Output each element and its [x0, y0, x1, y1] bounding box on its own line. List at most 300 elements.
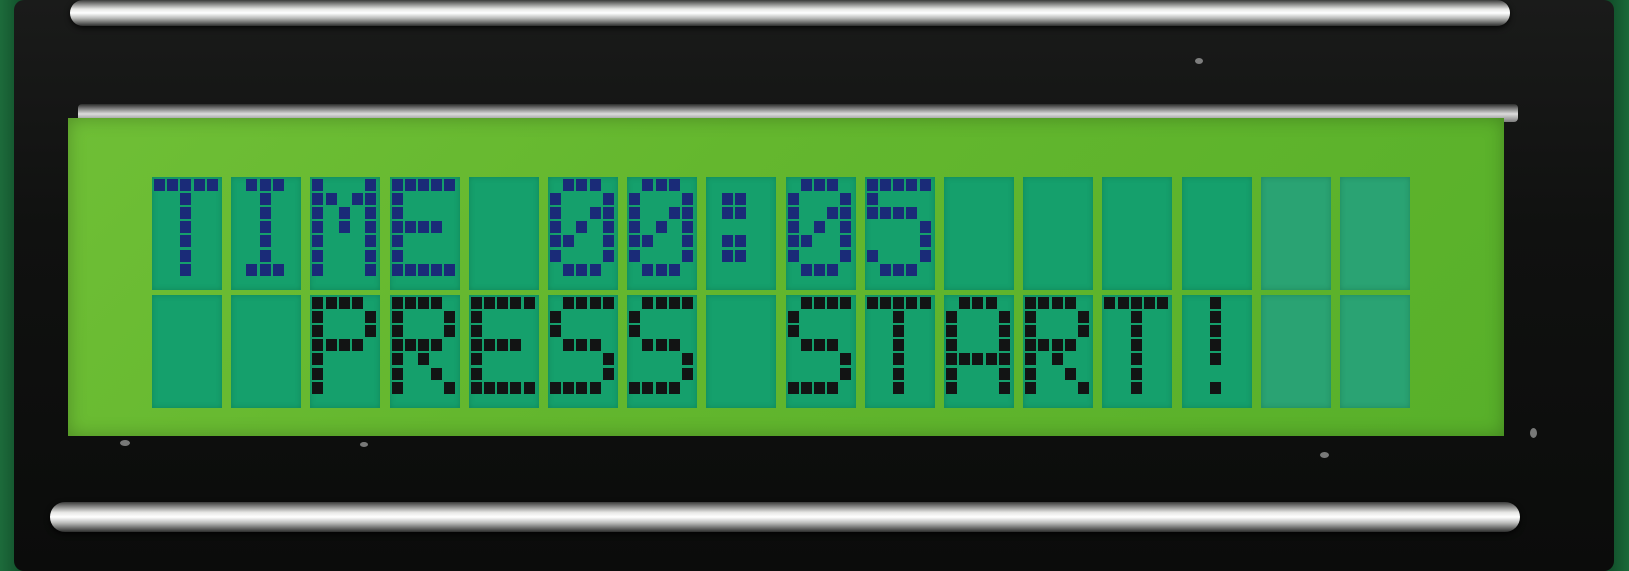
- pixel-dot: [550, 311, 561, 323]
- pixel-dot: [550, 382, 561, 394]
- pixel-dot: [946, 353, 957, 365]
- pixel-dot: [722, 193, 733, 205]
- pixel-dot: [629, 235, 640, 247]
- pixel-dot: [840, 207, 851, 219]
- pixel-dot: [1157, 297, 1168, 309]
- pixel-dot: [920, 221, 931, 233]
- pixel-dot: [392, 297, 403, 309]
- pixel-dot: [392, 353, 403, 365]
- pixel-dot: [801, 339, 812, 351]
- pixel-dot: [365, 264, 376, 276]
- pixel-dot: [880, 264, 891, 276]
- char-cell: [310, 177, 380, 290]
- pixel-dot: [312, 264, 323, 276]
- pixel-dot: [576, 264, 587, 276]
- pixel-dot: [682, 353, 693, 365]
- pixel-dot: [629, 382, 640, 394]
- pixel-dot: [814, 264, 825, 276]
- pixel-dot: [365, 235, 376, 247]
- pixel-dot: [471, 368, 482, 380]
- pixel-dot: [1131, 368, 1142, 380]
- pixel-dot: [840, 297, 851, 309]
- pixel-dot: [893, 264, 904, 276]
- pixel-dot: [669, 382, 680, 394]
- pixel-dot: [840, 221, 851, 233]
- pixel-dot: [999, 353, 1010, 365]
- pixel-dot: [814, 382, 825, 394]
- pixel-dot: [920, 250, 931, 262]
- pixel-dot: [576, 382, 587, 394]
- pixel-dot: [1210, 382, 1221, 394]
- pixel-dot: [735, 207, 746, 219]
- pixel-dot: [1210, 311, 1221, 323]
- pixel-dot: [735, 250, 746, 262]
- pixel-dot: [246, 264, 257, 276]
- pixel-dot: [339, 297, 350, 309]
- pixel-dot: [405, 221, 416, 233]
- pixel-dot: [405, 339, 416, 351]
- char-cell: [390, 295, 460, 408]
- pixel-dot: [392, 382, 403, 394]
- pixel-dot: [603, 207, 614, 219]
- pixel-dot: [563, 235, 574, 247]
- pixel-dot: [339, 221, 350, 233]
- pixel-dot: [1025, 297, 1036, 309]
- pixel-dot: [392, 325, 403, 337]
- pixel-dot: [550, 325, 561, 337]
- pixel-dot: [260, 207, 271, 219]
- pixel-dot: [788, 250, 799, 262]
- pixel-dot: [431, 297, 442, 309]
- char-cell: [548, 295, 618, 408]
- pixel-dot: [867, 297, 878, 309]
- dust-speck: [1195, 58, 1203, 64]
- pixel-dot: [563, 382, 574, 394]
- pixel-dot: [972, 353, 983, 365]
- pixel-dot: [312, 353, 323, 365]
- char-cell: [786, 295, 856, 408]
- pixel-dot: [1025, 382, 1036, 394]
- pixel-dot: [788, 325, 799, 337]
- pixel-dot: [352, 339, 363, 351]
- pixel-dot: [471, 311, 482, 323]
- pixel-dot: [906, 297, 917, 309]
- pixel-dot: [840, 250, 851, 262]
- pixel-dot: [260, 250, 271, 262]
- pixel-dot: [893, 325, 904, 337]
- pixel-dot: [576, 339, 587, 351]
- pixel-dot: [339, 207, 350, 219]
- pixel-dot: [392, 339, 403, 351]
- char-cell: [1261, 295, 1331, 408]
- pixel-dot: [418, 221, 429, 233]
- pixel-dot: [788, 382, 799, 394]
- char-cell: [231, 295, 301, 408]
- char-cell: [1182, 295, 1252, 408]
- pixel-dot: [180, 193, 191, 205]
- pixel-dot: [893, 311, 904, 323]
- pixel-dot: [814, 339, 825, 351]
- pixel-dot: [1144, 297, 1155, 309]
- pixel-dot: [603, 193, 614, 205]
- pixel-dot: [550, 221, 561, 233]
- pixel-dot: [999, 325, 1010, 337]
- pixel-dot: [801, 235, 812, 247]
- pixel-dot: [629, 207, 640, 219]
- pixel-dot: [312, 382, 323, 394]
- pixel-dot: [392, 311, 403, 323]
- pixel-dot: [1052, 353, 1063, 365]
- pixel-dot: [603, 221, 614, 233]
- char-cell: [231, 177, 301, 290]
- pixel-dot: [352, 297, 363, 309]
- pixel-dot: [656, 221, 667, 233]
- pixel-dot: [405, 264, 416, 276]
- pixel-dot: [827, 297, 838, 309]
- pixel-dot: [273, 264, 284, 276]
- pixel-dot: [590, 382, 601, 394]
- pixel-dot: [642, 382, 653, 394]
- pixel-dot: [959, 353, 970, 365]
- pixel-dot: [590, 339, 601, 351]
- pixel-dot: [893, 382, 904, 394]
- pixel-dot: [669, 297, 680, 309]
- char-cell: [1182, 177, 1252, 290]
- metal-frame-top: [70, 0, 1510, 26]
- pixel-dot: [959, 297, 970, 309]
- pixel-dot: [352, 193, 363, 205]
- pixel-dot: [180, 207, 191, 219]
- pixel-dot: [312, 221, 323, 233]
- pixel-dot: [524, 382, 535, 394]
- pixel-dot: [1104, 297, 1115, 309]
- pixel-dot: [180, 264, 191, 276]
- char-cell: [944, 295, 1014, 408]
- pixel-dot: [563, 339, 574, 351]
- pixel-dot: [642, 339, 653, 351]
- pixel-dot: [629, 325, 640, 337]
- pixel-dot: [431, 221, 442, 233]
- pixel-dot: [867, 207, 878, 219]
- pixel-dot: [999, 311, 1010, 323]
- pixel-dot: [180, 221, 191, 233]
- pixel-dot: [788, 221, 799, 233]
- pixel-dot: [814, 221, 825, 233]
- pixel-dot: [656, 297, 667, 309]
- pixel-dot: [497, 339, 508, 351]
- pixel-dot: [893, 339, 904, 351]
- pixel-dot: [999, 368, 1010, 380]
- pixel-dot: [880, 207, 891, 219]
- pixel-dot: [880, 297, 891, 309]
- pixel-dot: [669, 264, 680, 276]
- pixel-dot: [510, 382, 521, 394]
- pixel-dot: [603, 353, 614, 365]
- pixel-dot: [603, 250, 614, 262]
- pixel-dot: [1131, 382, 1142, 394]
- pixel-dot: [946, 382, 957, 394]
- pixel-dot: [999, 382, 1010, 394]
- pixel-dot: [365, 207, 376, 219]
- char-cell: [706, 295, 776, 408]
- pixel-dot: [392, 207, 403, 219]
- pixel-dot: [1078, 311, 1089, 323]
- dust-speck: [1320, 452, 1329, 458]
- pixel-dot: [312, 311, 323, 323]
- pixel-dot: [365, 193, 376, 205]
- pixel-dot: [180, 250, 191, 262]
- pixel-dot: [576, 297, 587, 309]
- pixel-dot: [563, 297, 574, 309]
- pixel-dot: [814, 297, 825, 309]
- pixel-dot: [642, 264, 653, 276]
- pixel-dot: [431, 368, 442, 380]
- pixel-dot: [1210, 297, 1221, 309]
- pixel-dot: [893, 207, 904, 219]
- pixel-dot: [603, 235, 614, 247]
- pixel-dot: [431, 339, 442, 351]
- char-cell: [310, 295, 380, 408]
- pixel-dot: [1210, 339, 1221, 351]
- pixel-dot: [471, 297, 482, 309]
- pixel-dot: [365, 325, 376, 337]
- pixel-dot: [827, 339, 838, 351]
- pixel-dot: [1065, 297, 1076, 309]
- pixel-dot: [603, 297, 614, 309]
- char-cell: [152, 295, 222, 408]
- pixel-dot: [893, 297, 904, 309]
- char-cell: [390, 177, 460, 290]
- char-cell: [548, 177, 618, 290]
- pixel-dot: [893, 368, 904, 380]
- pixel-dot: [972, 297, 983, 309]
- char-cell: [1340, 295, 1410, 408]
- pixel-dot: [1025, 325, 1036, 337]
- pixel-dot: [260, 264, 271, 276]
- pixel-dot: [405, 297, 416, 309]
- pixel-dot: [840, 353, 851, 365]
- pixel-dot: [629, 221, 640, 233]
- pixel-dot: [1078, 382, 1089, 394]
- pixel-dot: [312, 368, 323, 380]
- pixel-dot: [510, 339, 521, 351]
- char-cell: [469, 177, 539, 290]
- pixel-dot: [1131, 353, 1142, 365]
- pixel-dot: [656, 339, 667, 351]
- pixel-dot: [339, 339, 350, 351]
- pixel-dot: [1025, 368, 1036, 380]
- pixel-dot: [365, 311, 376, 323]
- pixel-dot: [656, 264, 667, 276]
- pixel-dot: [840, 235, 851, 247]
- pixel-dot: [629, 193, 640, 205]
- pixel-dot: [1065, 368, 1076, 380]
- pixel-dot: [986, 353, 997, 365]
- char-cell: [1023, 177, 1093, 290]
- pixel-dot: [444, 311, 455, 323]
- pixel-dot: [1131, 311, 1142, 323]
- pixel-dot: [260, 221, 271, 233]
- pixel-dot: [431, 264, 442, 276]
- pixel-dot: [946, 368, 957, 380]
- pixel-dot: [801, 297, 812, 309]
- pixel-dot: [656, 382, 667, 394]
- pixel-dot: [906, 207, 917, 219]
- pixel-dot: [260, 193, 271, 205]
- pixel-dot: [682, 250, 693, 262]
- char-cell: [1023, 295, 1093, 408]
- char-cell: [706, 177, 776, 290]
- pixel-dot: [312, 325, 323, 337]
- pixel-dot: [497, 297, 508, 309]
- pixel-dot: [735, 193, 746, 205]
- pixel-dot: [392, 221, 403, 233]
- pixel-dot: [1210, 325, 1221, 337]
- pixel-dot: [180, 235, 191, 247]
- pixel-dot: [1210, 353, 1221, 365]
- pixel-dot: [867, 193, 878, 205]
- char-cell: [627, 295, 697, 408]
- pixel-dot: [682, 368, 693, 380]
- pixel-dot: [906, 264, 917, 276]
- pixel-dot: [788, 193, 799, 205]
- dust-speck: [120, 440, 130, 446]
- pixel-dot: [563, 264, 574, 276]
- char-cell: [1102, 177, 1172, 290]
- pixel-dot: [471, 325, 482, 337]
- pixel-dot: [550, 235, 561, 247]
- metal-frame-bottom: [50, 502, 1520, 532]
- pixel-dot: [946, 311, 957, 323]
- pixel-dot: [827, 264, 838, 276]
- pixel-dot: [1131, 297, 1142, 309]
- dust-speck: [360, 442, 368, 447]
- pixel-dot: [312, 207, 323, 219]
- pixel-dot: [590, 207, 601, 219]
- pixel-dot: [603, 368, 614, 380]
- pixel-dot: [392, 250, 403, 262]
- pixel-dot: [312, 250, 323, 262]
- char-cell: [865, 177, 935, 290]
- pixel-dot: [392, 193, 403, 205]
- pixel-dot: [722, 235, 733, 247]
- pixel-dot: [946, 339, 957, 351]
- pixel-dot: [642, 235, 653, 247]
- pixel-dot: [418, 339, 429, 351]
- pixel-dot: [471, 339, 482, 351]
- pixel-dot: [682, 221, 693, 233]
- pixel-dot: [1052, 339, 1063, 351]
- pixel-dot: [418, 297, 429, 309]
- pixel-dot: [735, 235, 746, 247]
- pixel-dot: [312, 235, 323, 247]
- pixel-dot: [642, 297, 653, 309]
- pixel-dot: [669, 207, 680, 219]
- char-cell: [1340, 177, 1410, 290]
- pixel-dot: [326, 297, 337, 309]
- pixel-dot: [682, 297, 693, 309]
- pixel-dot: [1078, 325, 1089, 337]
- pixel-dot: [920, 235, 931, 247]
- pixel-dot: [392, 235, 403, 247]
- pixel-dot: [510, 297, 521, 309]
- pixel-dot: [788, 207, 799, 219]
- pixel-dot: [312, 339, 323, 351]
- char-cell: [1261, 177, 1331, 290]
- pixel-dot: [312, 193, 323, 205]
- pixel-dot: [801, 264, 812, 276]
- pixel-dot: [669, 339, 680, 351]
- pixel-dot: [365, 250, 376, 262]
- pixel-dot: [722, 250, 733, 262]
- pixel-dot: [827, 207, 838, 219]
- pixel-dot: [1025, 339, 1036, 351]
- pixel-dot: [524, 297, 535, 309]
- char-cell: [1102, 295, 1172, 408]
- pixel-dot: [1118, 297, 1129, 309]
- pixel-dot: [1052, 297, 1063, 309]
- pixel-dot: [444, 325, 455, 337]
- pixel-dot: [840, 193, 851, 205]
- pixel-dot: [893, 353, 904, 365]
- char-cell: [865, 295, 935, 408]
- pixel-dot: [418, 264, 429, 276]
- char-cell: [469, 295, 539, 408]
- pixel-dot: [484, 297, 495, 309]
- char-cell: [944, 177, 1014, 290]
- pixel-dot: [1131, 325, 1142, 337]
- pixel-dot: [1025, 353, 1036, 365]
- pixel-dot: [840, 368, 851, 380]
- pixel-dot: [722, 207, 733, 219]
- pixel-dot: [986, 297, 997, 309]
- pixel-dot: [827, 382, 838, 394]
- char-cell: [627, 177, 697, 290]
- pixel-dot: [629, 250, 640, 262]
- pixel-dot: [550, 193, 561, 205]
- pixel-dot: [444, 382, 455, 394]
- pixel-dot: [550, 250, 561, 262]
- pixel-dot: [497, 382, 508, 394]
- pixel-dot: [788, 235, 799, 247]
- pixel-dot: [946, 325, 957, 337]
- pixel-dot: [867, 250, 878, 262]
- pixel-dot: [590, 297, 601, 309]
- pixel-dot: [682, 207, 693, 219]
- pixel-dot: [471, 353, 482, 365]
- pixel-dot: [326, 339, 337, 351]
- pixel-dot: [326, 193, 337, 205]
- char-cell: [786, 177, 856, 290]
- pixel-dot: [471, 382, 482, 394]
- pixel-dot: [999, 339, 1010, 351]
- dust-speck: [1530, 428, 1537, 438]
- char-cell: [152, 177, 222, 290]
- pixel-dot: [1038, 297, 1049, 309]
- pixel-dot: [550, 207, 561, 219]
- pixel-dot: [920, 297, 931, 309]
- pixel-dot: [629, 311, 640, 323]
- pixel-dot: [801, 382, 812, 394]
- pixel-dot: [1131, 339, 1142, 351]
- pixel-dot: [682, 193, 693, 205]
- pixel-dot: [484, 339, 495, 351]
- pixel-dot: [484, 382, 495, 394]
- pixel-dot: [1025, 311, 1036, 323]
- pixel-dot: [444, 264, 455, 276]
- pixel-dot: [1038, 339, 1049, 351]
- pixel-dot: [260, 235, 271, 247]
